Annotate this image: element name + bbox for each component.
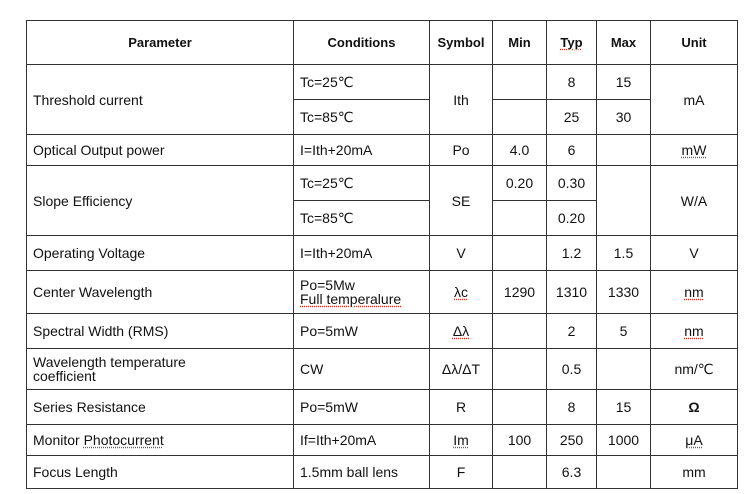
symbol-slope: SE [430,166,493,236]
symbol-resistance: R [430,390,493,425]
param-photocurrent-word: Photocurrent [83,432,164,448]
symbol-monitor-text: Im [453,432,469,448]
header-min: Min [493,21,547,65]
param-spectral-width: Spectral Width (RMS) [27,314,294,349]
typ-slope-25: 0.30 [547,166,597,201]
param-coefficient-line2: coefficient [33,368,96,384]
symbol-voltage: V [430,236,493,271]
param-series-resistance: Series Resistance [27,390,294,425]
cond-resistance: Po=5mW [294,390,430,425]
min-threshold-25 [493,65,547,100]
unit-monitor [651,425,738,456]
param-wavelength-temp-coefficient [27,349,294,390]
header-typ-text: Typ [560,35,583,50]
max-slope [597,166,651,236]
header-parameter: Parameter [27,21,294,65]
table-row [27,166,738,201]
min-threshold-85 [493,100,547,135]
typ-voltage: 1.2 [547,236,597,271]
unit-optical [651,135,738,166]
unit-monitor-text: μA [685,432,703,448]
unit-wavelength [651,271,738,314]
max-optical [597,135,651,166]
header-row [27,21,738,65]
symbol-wavelength [430,271,493,314]
header-unit: Unit [651,21,738,65]
param-optical-output-power: Optical Output power [27,135,294,166]
cond-monitor: If=Ith+20mA [294,425,430,456]
specifications-table [26,20,738,489]
unit-spectral-text: nm [684,323,704,339]
param-threshold-current: Threshold current [27,65,294,135]
max-monitor: 1000 [597,425,651,456]
table-row [27,425,738,456]
table-row [27,65,738,100]
typ-focus: 6.3 [547,456,597,489]
max-focus [597,456,651,489]
typ-optical: 6 [547,135,597,166]
unit-threshold: mA [651,65,738,135]
table-row [27,314,738,349]
min-resistance [493,390,547,425]
max-threshold-25: 15 [597,65,651,100]
param-focus-length: Focus Length [27,456,294,489]
max-threshold-85: 30 [597,100,651,135]
cond-coefficient: CW [294,349,430,390]
header-conditions: Conditions [294,21,430,65]
typ-threshold-85: 25 [547,100,597,135]
max-wavelength: 1330 [597,271,651,314]
symbol-threshold: Ith [430,65,493,135]
symbol-wavelength-text: λc [454,284,468,300]
min-optical: 4.0 [493,135,547,166]
typ-coefficient: 0.5 [547,349,597,390]
table-row [27,390,738,425]
cond-focus: 1.5mm ball lens [294,456,430,489]
max-spectral: 5 [597,314,651,349]
cond-wavelength-line1: Po=5Mw [300,277,355,293]
unit-resistance: Ω [651,390,738,425]
max-coefficient [597,349,651,390]
unit-focus: mm [651,456,738,489]
param-coefficient-line1: Wavelength temperature [33,354,186,370]
header-typ [547,21,597,65]
header-max: Max [597,21,651,65]
cond-threshold-25: Tc=25℃ [294,65,430,100]
min-wavelength: 1290 [493,271,547,314]
unit-optical-text: mW [681,142,707,158]
cond-slope-25: Tc=25℃ [294,166,430,201]
cond-optical: I=Ith+20mA [294,135,430,166]
symbol-coefficient: Δλ/ΔT [430,349,493,390]
symbol-spectral [430,314,493,349]
min-monitor: 100 [493,425,547,456]
table-row [27,271,738,314]
symbol-optical: Po [430,135,493,166]
min-voltage [493,236,547,271]
typ-threshold-25: 8 [547,65,597,100]
typ-wavelength: 1310 [547,271,597,314]
cond-wavelength-line2 [300,292,423,306]
min-focus [493,456,547,489]
typ-spectral: 2 [547,314,597,349]
param-operating-voltage: Operating Voltage [27,236,294,271]
param-center-wavelength: Center Wavelength [27,271,294,314]
cond-slope-85: Tc=85℃ [294,201,430,236]
unit-coefficient: nm/℃ [651,349,738,390]
cond-wavelength [294,271,430,314]
min-slope-85 [493,201,547,236]
symbol-spectral-text: Δλ [452,323,470,339]
header-symbol: Symbol [430,21,493,65]
table-row [27,456,738,489]
min-spectral [493,314,547,349]
param-monitor-word: Monitor [33,432,80,448]
unit-wavelength-text: nm [684,284,704,300]
symbol-monitor [430,425,493,456]
max-voltage: 1.5 [597,236,651,271]
table-row [27,349,738,390]
param-monitor-photocurrent [27,425,294,456]
cond-wavelength-line2-text: Full temperalure [300,291,402,307]
symbol-focus: F [430,456,493,489]
min-slope-25: 0.20 [493,166,547,201]
param-slope-efficiency: Slope Efficiency [27,166,294,236]
cond-threshold-85: Tc=85℃ [294,100,430,135]
unit-spectral [651,314,738,349]
table-row [27,135,738,166]
typ-resistance: 8 [547,390,597,425]
table-row [27,236,738,271]
cond-voltage: I=Ith+20mA [294,236,430,271]
typ-monitor: 250 [547,425,597,456]
max-resistance: 15 [597,390,651,425]
min-coefficient [493,349,547,390]
unit-slope: W/A [651,166,738,236]
unit-voltage: V [651,236,738,271]
typ-slope-85: 0.20 [547,201,597,236]
cond-spectral: Po=5mW [294,314,430,349]
